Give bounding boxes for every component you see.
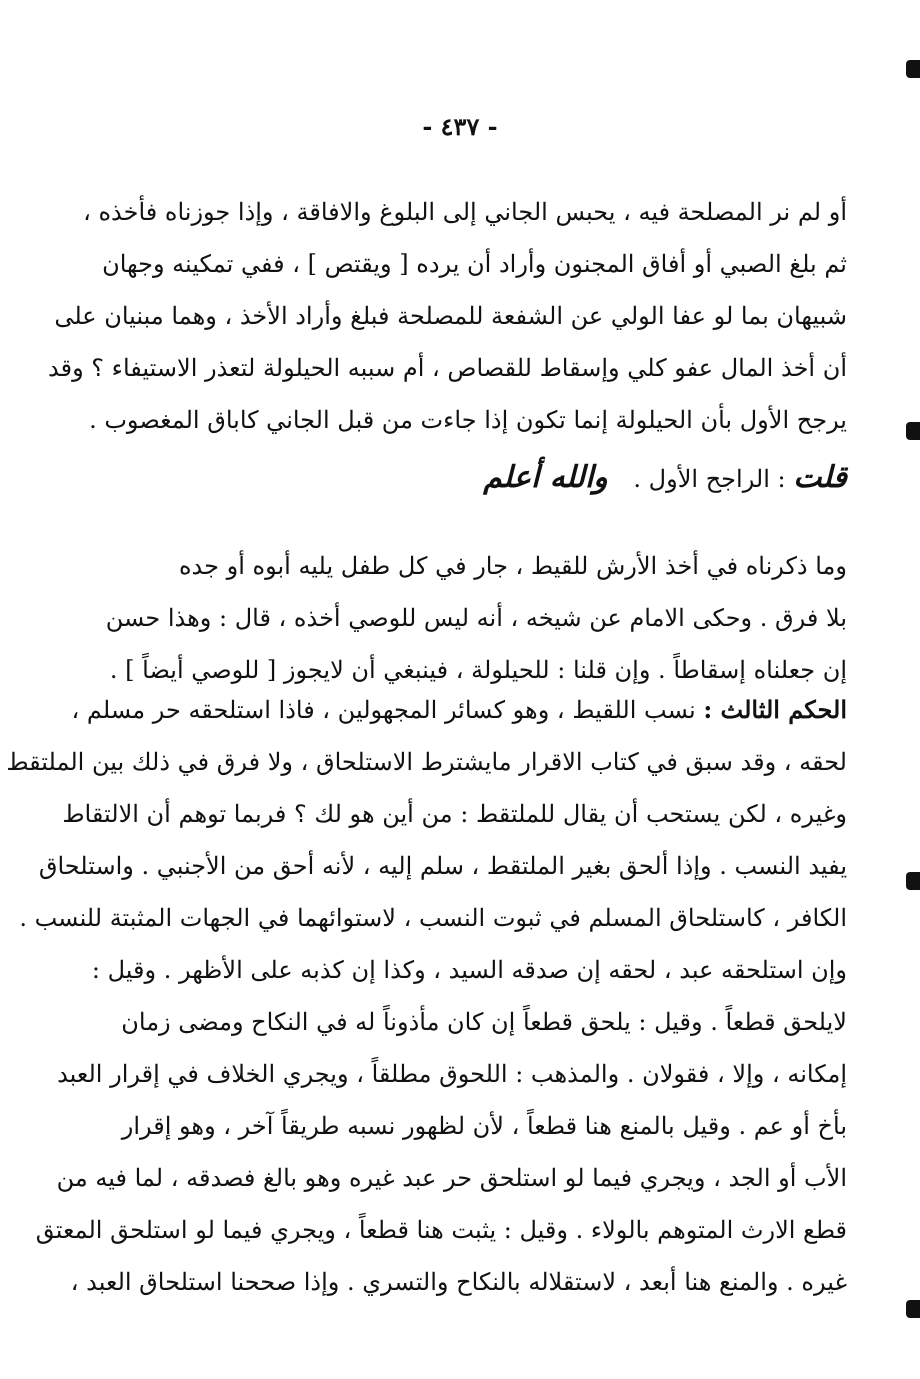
paragraph-2 <box>105 540 847 696</box>
scan-edge-mark <box>906 422 920 440</box>
text-line: شبيهان بما لو عفا الولي عن الشفعة للمصلحة فبلغ وأراد الأخذ ، وهما مبنيان على <box>54 302 847 330</box>
text-line: لحقه ، وقد سبق في كتاب الاقرار مايشترط الاستلحاق ، ولا فرق في ذلك بين الملتقط <box>6 748 847 776</box>
text-line: يفيد النسب . وإذا ألحق بغير الملتقط ، سلم إليه ، لأنه أحق من الأجنبي . واستلحاق <box>38 852 847 880</box>
text-line: لايلحق قطعاً . وقيل : يلحق قطعاً إن كان مأذوناً له في النكاح ومضى زمان <box>121 1008 847 1036</box>
section-heading: الحكم الثالث : <box>703 695 847 724</box>
text-line: أو لم نر المصلحة فيه ، يحبس الجاني إلى البلوغ والافاقة ، وإذا جوزناه فأخذه ، <box>83 198 847 226</box>
text-line: بأخ أو عم . وقيل بالمنع هنا قطعاً ، لأن لظهور نسبه طريقاً آخر ، وهو إقرار <box>121 1112 847 1140</box>
text-line <box>71 684 847 736</box>
text-line: الكافر ، كاستلحاق المسلم في ثبوت النسب ، لاستوائهما في الجهات المثبتة للنسب . <box>19 904 847 932</box>
note-line <box>112 452 847 505</box>
text-line: وما ذكرناه في أخذ الأرش للقيط ، جار في كل طفل يليه أبوه أو جده <box>178 552 847 580</box>
paragraph-1 <box>48 186 847 446</box>
closing-phrase: والله أعلم <box>483 460 608 495</box>
scan-edge-mark <box>906 1300 920 1318</box>
scan-edge-mark <box>906 872 920 890</box>
text-line: يرجح الأول بأن الحيلولة إنما تكون إذا جاءت من قبل الجاني كاباق المغصوب . <box>89 406 847 434</box>
text-line: قطع الارث المتوهم بالولاء . وقيل : يثبت هنا قطعاً ، ويجري فيما لو استلحق المعتق <box>35 1216 847 1244</box>
text-line: أن أخذ المال عفو كلي وإسقاط للقصاص ، أم سببه الحيلولة لتعذر الاستيفاء ؟ وقد <box>48 354 847 382</box>
scan-edge-mark <box>906 60 920 78</box>
text-line: إن جعلناه إسقاطاً . وإن قلنا : للحيلولة ، فينبغي أن لايجوز [ للوصي أيضاً ] . <box>109 656 847 684</box>
note-text: : الراجح الأول . <box>633 465 786 493</box>
text-line: وغيره ، لكن يستحب أن يقال للملتقط : من أين هو لك ؟ فربما توهم أن الالتقاط <box>62 800 847 828</box>
text-line: ثم بلغ الصبي أو أفاق المجنون وأراد أن يرده [ ويقتص ] ، ففي تمكينه وجهان <box>102 250 847 278</box>
text-line: الأب أو الجد ، ويجري فيما لو استلحق حر عبد غيره وهو بالغ فصدقه ، لما فيه من <box>56 1164 847 1192</box>
text-line: غيره . والمنع هنا أبعد ، لاستقلاله بالنكاح والتسري . وإذا صححنا استلحاق العبد ، <box>70 1268 847 1296</box>
paragraph-3 <box>6 684 847 1308</box>
page-number: - ٤٣٧ - <box>422 112 498 141</box>
note-label: قلت <box>793 460 847 495</box>
text-line: إمكانه ، وإلا ، فقولان . والمذهب : اللحوق مطلقاً ، ويجري الخلاف في إقرار العبد <box>57 1060 847 1088</box>
text-line-content: نسب اللقيط ، وهو كسائر المجهولين ، فاذا استلحقه حر مسلم ، <box>71 696 696 724</box>
text-line: وإن استلحقه عبد ، لحقه إن صدقه السيد ، وكذا إن كذبه على الأظهر . وقيل : <box>91 956 847 984</box>
text-line: بلا فرق . وحكى الامام عن شيخه ، أنه ليس للوصي أخذه ، قال : وهذا حسن <box>105 604 847 632</box>
